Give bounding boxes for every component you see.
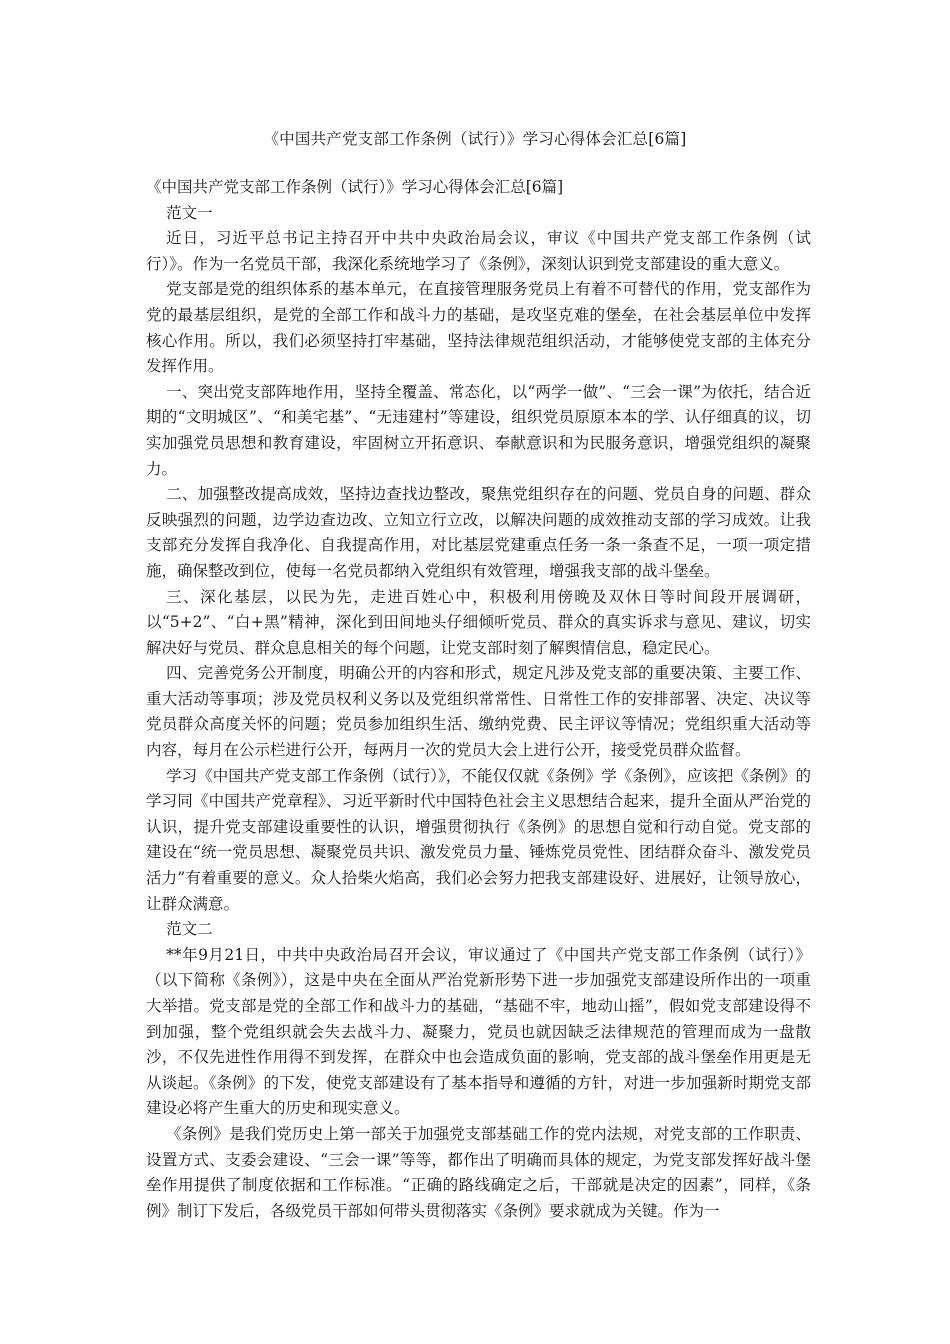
section-heading-1: 范文一 xyxy=(166,203,213,222)
document-subtitle: 《中国共产党支部工作条例（试行）》学习心得体会汇总[6篇] xyxy=(146,178,564,196)
paragraph: **年9月21日，中共中央政治局召开会议，审议通过了《中国共产党支部工作条例（试行）》（以下简称《条例》），这是中央在全面从严治党新形势下进一步加强党支部建设所作出的一项重大举措。党支部是党的全部工作和战斗力的基础，“基础不牢，地动山摇”，假如党支部建设得不到加强，整个党组织就会失去战斗力、凝聚力，党员也就因缺乏法律规范的管理而成为一盘散沙，不仅先进性作用得不到发挥，在群众中也会造成负面的影响，党支部的战斗堡垒作用更是无从谈起。《条例》的下发，使党支部建设有了基本指导和遵循的方针，对进一步加强新时期党支部建设必将产生重大的历史和现实意义。 xyxy=(146,945,811,1118)
paragraph: 四、完善党务公开制度，明确公开的内容和形式，规定凡涉及党支部的重要决策、主要工作、重大活动等事项；涉及党员权利义务以及党组织常常性、日常性工作的安排部署、决定、决议等党员群众高度关怀的问题；党员参加组织生活、缴纳党费、民主评议等情况；党组织重大活动等内容，每月在公示栏进行公开，每两月一次的党员大会上进行公开，接受党员群众监督。 xyxy=(146,664,811,760)
paragraph: 学习《中国共产党支部工作条例（试行）》，不能仅仅就《条例》学《条例》，应该把《条例》的学习同《中国共产党章程》、习近平新时代中国特色社会主义思想结合起来，提升全面从严治党的认识，提升党支部建设重要性的认识，增强贯彻执行《条例》的思想自觉和行动自觉。党支部的建设在“统一党员思想、凝聚党员共识、激发党员力量、锤炼党员党性、团结群众奋斗、激发党员活力”有着重要的意义。众人拾柴火焰高，我们必会努力把我支部建设好、进展好，让领导放心，让群众满意。 xyxy=(146,766,811,913)
paragraph: 党支部是党的组织体系的基本单元，在直接管理服务党员上有着不可替代的作用，党支部作为党的最基层组织，是党的全部工作和战斗力的基础，是攻坚克难的堡垒，在社会基层单位中发挥核心作用。所以，我们必须坚持打牢基础，坚持法律规范组织活动，才能够使党支部的主体充分发挥作用。 xyxy=(146,280,811,376)
paragraph: 二、加强整改提高成效，坚持边查找边整改，聚焦党组织存在的问题、党员自身的问题、群众反映强烈的问题，边学边查边改、立知立行立改，以解决问题的成效推动支部的学习成效。让我支部充分发挥自我净化、自我提高作用，对比基层党建重点任务一条一条查不足，一项一项定措施，确保整改到位，使每一名党员都纳入党组织有效管理，增强我支部的战斗堡垒。 xyxy=(146,485,811,580)
paragraph: 一、突出党支部阵地作用，坚持全覆盖、常态化，以“两学一做”、“三会一课”为依托，结合近期的“文明城区”、“和美宅基”、“无违建村”等建设，组织党员原原本本的学、认仔细真的议，切实加强党员思想和教育建设，牢固树立开拓意识、奉献意识和为民服务意识，增强党组织的凝聚力。 xyxy=(146,382,811,478)
paragraph: 近日，习近平总书记主持召开中共中央政治局会议，审议《中国共产党支部工作条例（试行）》。作为一名党员干部，我深化系统地学习了《条例》，深刻认识到党支部建设的重大意义。 xyxy=(146,229,811,273)
paragraph: 三、深化基层，以民为先，走进百姓心中，积极利用傍晚及双休日等时间段开展调研，以“5+2”、“白+黑”精神，深化到田间地头仔细倾听党员、群众的真实诉求与意见、建议，切实解决好与党员、群众息息相关的每个问题，让党支部时刻了解舆情信息，稳定民心。 xyxy=(146,587,811,657)
document-body xyxy=(146,175,811,1224)
section-heading-2: 范文二 xyxy=(166,920,213,939)
paragraph: 《条例》是我们党历史上第一部关于加强党支部基础工作的党内法规，对党支部的工作职责、设置方式、支委会建设、“三会一课”等等，都作出了明确而具体的规定，为党支部发挥好战斗堡垒作用提供了制度依据和工作标准。“正确的路线确定之后，干部就是决定的因素”，同样，《条例》制订下发后，各级党员干部如何带头贯彻落实《条例》要求就成为关键。作为一 xyxy=(146,1124,811,1220)
page-title: 《中国共产党支部工作条例（试行）》学习心得体会汇总[6篇] xyxy=(263,130,687,148)
